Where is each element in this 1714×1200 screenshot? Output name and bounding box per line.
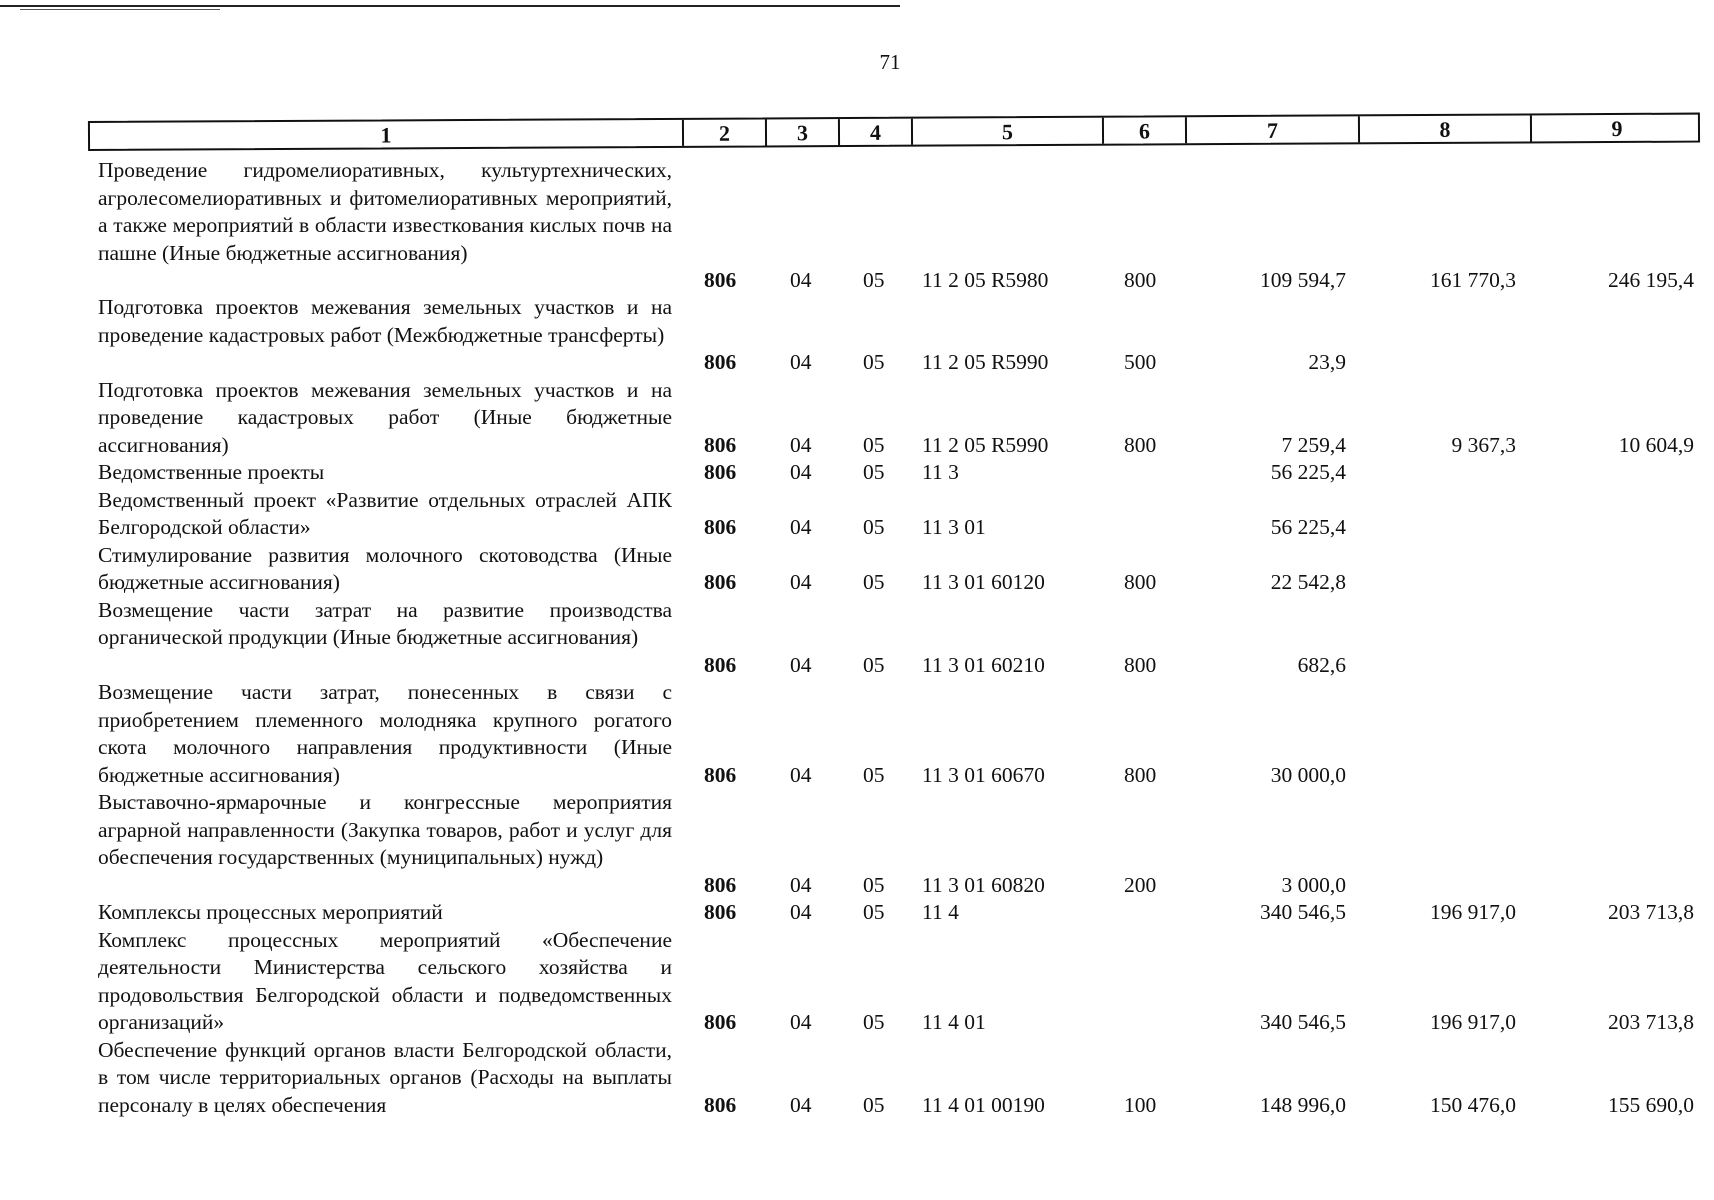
row-description: Ведомственные проекты (98, 460, 325, 484)
cell-amount-col7: 56 225,4 (1270, 515, 1346, 539)
cell-subsection: 05 (863, 515, 885, 539)
cell-target-article: 11 3 01 60120 (922, 570, 1045, 594)
cell-amount-col7: 148 996,0 (1260, 1092, 1346, 1117)
cell-ministry-code: 806 (704, 900, 737, 924)
table-row (0, 899, 1714, 927)
cell-section: 04 (790, 432, 812, 457)
cell-amount-col8: 196 917,0 (1430, 900, 1516, 924)
cell-target-article: 11 3 01 60210 (922, 652, 1045, 677)
table-row (0, 157, 1714, 294)
cell-ministry-code: 806 (704, 872, 737, 897)
cell-target-article: 11 3 01 60820 (922, 872, 1045, 897)
cell-ministry-code: 806 (704, 267, 737, 292)
cell-expense-type: 800 (1124, 432, 1157, 457)
cell-subsection: 05 (863, 460, 885, 484)
cell-target-article: 11 3 (922, 460, 959, 484)
cell-section: 04 (790, 1010, 812, 1034)
cell-amount-col8: 196 917,0 (1430, 1010, 1516, 1034)
cell-section: 04 (790, 762, 812, 787)
row-description: Выставочно-ярмарочные и конгрессные мероприятия аграрной направленности (Закупка товаров, работ и услуг для обеспечения государственных (муниципальных) нужд) (98, 790, 672, 869)
cell-ministry-code: 806 (704, 515, 737, 539)
header-col-8: 8 (1360, 115, 1532, 142)
table-body (0, 157, 1714, 1119)
row-description: Стимулирование развития молочного скотоводства (Иные бюджетные ассигнования) (98, 542, 672, 594)
scan-artifact-line (20, 9, 220, 10)
cell-subsection: 05 (863, 432, 885, 457)
cell-target-article: 11 4 01 (922, 1010, 986, 1034)
header-col-7: 7 (1187, 116, 1360, 143)
cell-ministry-code: 806 (704, 652, 737, 677)
cell-target-article: 11 2 05 R5990 (922, 432, 1049, 457)
cell-ministry-code: 806 (704, 350, 737, 374)
cell-section: 04 (790, 515, 812, 539)
page-number: 71 (879, 50, 901, 74)
cell-amount-col7: 109 594,7 (1260, 267, 1346, 292)
table-row (0, 294, 1714, 377)
cell-target-article: 11 3 01 60670 (922, 762, 1045, 787)
table-row (0, 542, 1714, 597)
cell-section: 04 (790, 872, 812, 897)
cell-section: 04 (790, 350, 812, 374)
table-row (0, 1037, 1714, 1120)
cell-target-article: 11 2 05 R5980 (922, 267, 1049, 292)
row-description: Возмещение части затрат на развитие производства органической продукции (Иные бюджетные ассигнования) (98, 597, 672, 649)
table-header (88, 113, 1700, 151)
table-row (0, 679, 1714, 789)
cell-expense-type: 100 (1124, 1092, 1157, 1117)
header-col-3: 3 (767, 119, 840, 145)
cell-expense-type: 800 (1124, 652, 1157, 677)
scan-artifact-line (0, 5, 900, 7)
cell-subsection: 05 (863, 570, 885, 594)
cell-subsection: 05 (863, 267, 885, 292)
cell-subsection: 05 (863, 1010, 885, 1034)
cell-amount-col7: 3 000,0 (1281, 872, 1346, 897)
cell-expense-type: 200 (1124, 872, 1157, 897)
cell-expense-type: 500 (1124, 350, 1157, 374)
row-description: Обеспечение функций органов власти Белгородской области, в том числе территориальных органов (Расходы на выплаты персоналу в целях обеспечения (98, 1037, 672, 1117)
cell-ministry-code: 806 (704, 762, 737, 787)
cell-section: 04 (790, 267, 812, 292)
table-row (0, 927, 1714, 1037)
cell-target-article: 11 3 01 (922, 515, 986, 539)
cell-amount-col8: 9 367,3 (1451, 432, 1516, 457)
header-col-9: 9 (1611, 115, 1623, 142)
cell-amount-col9: 155 690,0 (1608, 1092, 1694, 1117)
cell-section: 04 (790, 900, 812, 924)
cell-amount-col7: 7 259,4 (1281, 432, 1346, 457)
cell-expense-type: 800 (1124, 267, 1157, 292)
cell-subsection: 05 (863, 1092, 885, 1117)
cell-subsection: 05 (863, 872, 885, 897)
cell-amount-col8: 150 476,0 (1430, 1092, 1516, 1117)
cell-amount-col8: 161 770,3 (1430, 267, 1516, 292)
cell-subsection: 05 (863, 762, 885, 787)
cell-ministry-code: 806 (704, 460, 737, 484)
cell-subsection: 05 (863, 350, 885, 374)
cell-amount-col9: 203 713,8 (1608, 900, 1694, 924)
header-col-1: 1 (90, 120, 684, 149)
cell-subsection: 05 (863, 652, 885, 677)
cell-amount-col7: 682,6 (1297, 652, 1346, 677)
cell-amount-col7: 23,9 (1308, 350, 1346, 374)
cell-target-article: 11 2 05 R5990 (922, 350, 1049, 374)
header-col-2: 2 (684, 119, 767, 145)
cell-ministry-code: 806 (704, 1010, 737, 1034)
cell-expense-type: 800 (1124, 570, 1157, 594)
cell-section: 04 (790, 570, 812, 594)
row-description: Возмещение части затрат, понесенных в связи с приобретением племенного молодняка крупного рогатого скота молочного направления продуктивности (Иные бюджетные ассигнования) (98, 680, 672, 787)
row-description: Подготовка проектов межевания земельных участков и на проведение кадастровых работ (Иные бюджетные ассигнования) (98, 377, 672, 457)
header-col-5: 5 (913, 118, 1104, 145)
cell-target-article: 11 4 01 00190 (922, 1092, 1045, 1117)
row-description: Подготовка проектов межевания земельных участков и на проведение кадастровых работ (Межбюджетные трансферты) (98, 295, 672, 347)
cell-target-article: 11 4 (922, 900, 959, 924)
table-row (0, 789, 1714, 899)
cell-amount-col7: 340 546,5 (1260, 900, 1346, 924)
cell-amount-col7: 30 000,0 (1270, 762, 1346, 787)
cell-amount-col9: 246 195,4 (1608, 267, 1694, 292)
table-row (0, 597, 1714, 680)
table-row (0, 487, 1714, 542)
cell-section: 04 (790, 460, 812, 484)
cell-amount-col7: 340 546,5 (1260, 1010, 1346, 1034)
cell-amount-col9: 203 713,8 (1608, 1010, 1694, 1034)
cell-expense-type: 800 (1124, 762, 1157, 787)
row-description: Ведомственный проект «Развитие отдельных отраслей АПК Белгородской области» (98, 487, 672, 539)
row-description: Комплексы процессных мероприятий (98, 900, 443, 924)
table-row (0, 377, 1714, 460)
cell-section: 04 (790, 652, 812, 677)
cell-ministry-code: 806 (704, 432, 737, 457)
row-description: Комплекс процессных мероприятий «Обеспечение деятельности Министерства сельского хозяйства и продовольствия Белгородской области и подведомственных организаций» (98, 927, 672, 1034)
cell-ministry-code: 806 (704, 570, 737, 594)
cell-amount-col7: 22 542,8 (1270, 570, 1346, 594)
header-col-4: 4 (840, 119, 913, 145)
header-col-6: 6 (1104, 117, 1187, 143)
cell-amount-col7: 56 225,4 (1270, 460, 1346, 484)
row-description: Проведение гидромелиоративных, культуртехнических, агролесомелиоративных и фитомелиоративных мероприятий, а также мероприятий в области известкования кислых почв на пашне (Иные бюджетные ассигнования) (98, 158, 672, 265)
cell-amount-col9: 10 604,9 (1618, 432, 1694, 457)
table-row (0, 459, 1714, 487)
cell-section: 04 (790, 1092, 812, 1117)
cell-subsection: 05 (863, 900, 885, 924)
cell-ministry-code: 806 (704, 1092, 737, 1117)
